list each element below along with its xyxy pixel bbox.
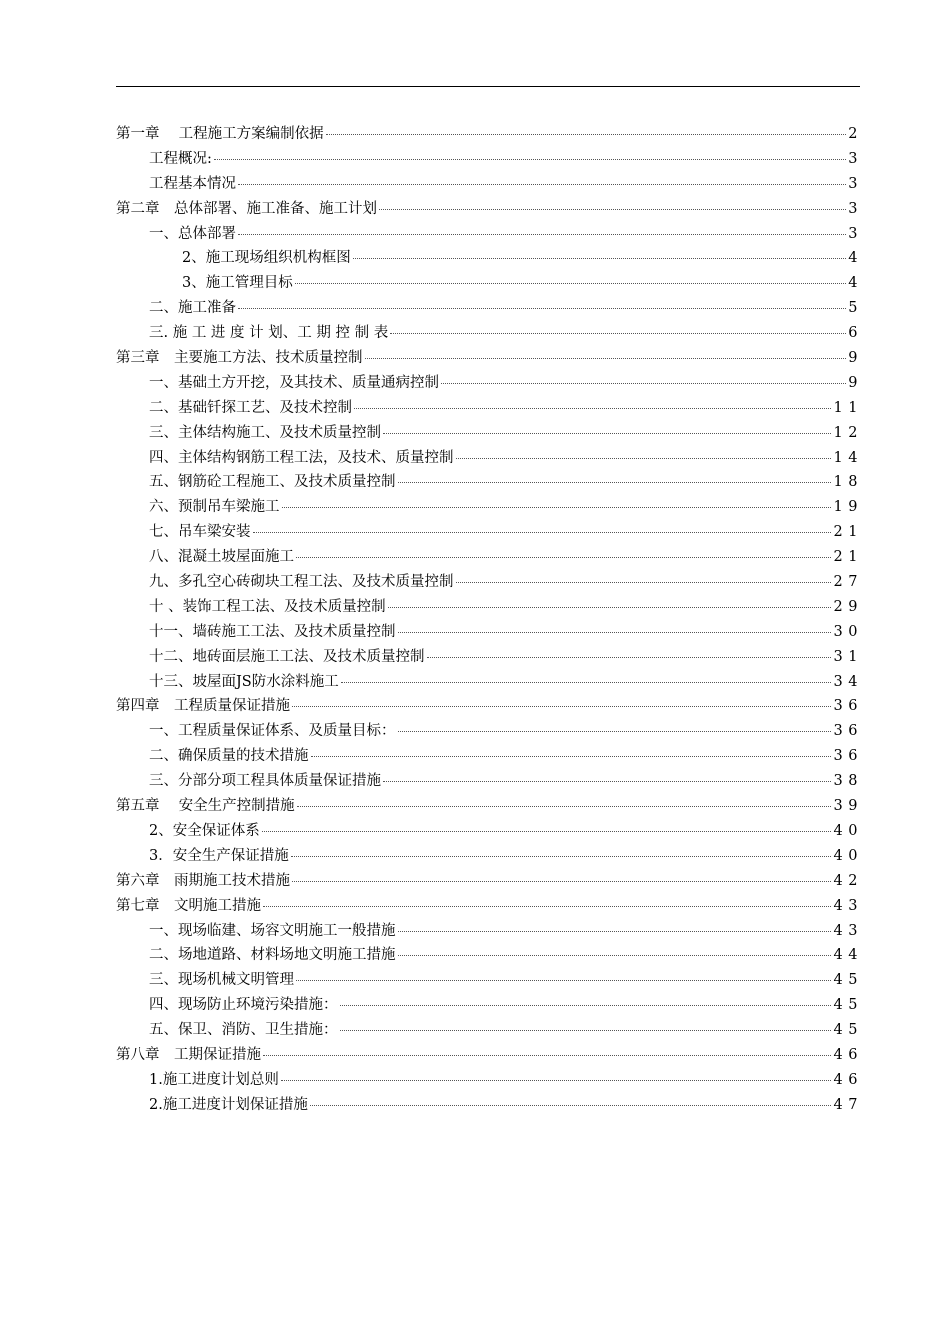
toc-entry-page-number: 5 <box>848 300 858 317</box>
toc-entry-label: 一、工程质量保证体系、及质量目标： <box>149 723 396 740</box>
toc-entry-page-number: 3 0 <box>833 623 858 640</box>
toc-entry-label: 3、施工管理目标 <box>182 275 293 292</box>
toc-entry-label: 工程基本情况 <box>149 175 236 192</box>
toc-entry[interactable] <box>116 421 858 446</box>
dot-leader <box>263 906 831 907</box>
dot-leader <box>398 482 832 483</box>
dot-leader <box>353 258 847 259</box>
toc-entry-page-number: 3 6 <box>833 723 858 740</box>
toc-entry-label: 二、基础钎探工艺、及技术控制 <box>149 399 352 416</box>
toc-entry[interactable] <box>116 993 858 1018</box>
toc-entry-page-number: 4 3 <box>833 897 858 914</box>
toc-entry-page-number: 3 <box>848 200 858 217</box>
toc-entry-page-number: 6 <box>848 325 858 342</box>
toc-entry-label: 六、预制吊车梁施工 <box>149 499 280 516</box>
dot-leader <box>427 657 832 658</box>
toc-entry[interactable] <box>116 1068 858 1093</box>
dot-leader <box>238 184 846 185</box>
toc-entry-page-number: 4 0 <box>833 847 858 864</box>
toc-entry-label: 二、确保质量的技术措施 <box>149 748 309 765</box>
dot-leader <box>365 358 847 359</box>
dot-leader <box>296 557 831 558</box>
toc-entry[interactable] <box>116 346 858 371</box>
toc-entry-page-number: 4 5 <box>833 1022 858 1039</box>
toc-entry-label: 一、总体部署 <box>149 225 236 242</box>
dot-leader <box>214 159 846 160</box>
toc-entry-page-number: 2 7 <box>833 574 858 591</box>
dot-leader <box>456 458 832 459</box>
toc-entry-page-number: 4 7 <box>833 1096 858 1113</box>
toc-entry-label: 八、混凝土坡屋面施工 <box>149 549 294 566</box>
dot-leader <box>388 607 832 608</box>
toc-entry-label: 第六章 雨期施工技术措施 <box>116 872 290 889</box>
dot-leader <box>263 1055 831 1056</box>
toc-entry-page-number: 1 9 <box>833 499 858 516</box>
toc-entry-page-number: 4 5 <box>833 997 858 1014</box>
toc-entry[interactable] <box>116 296 858 321</box>
toc-entry-label: 二、场地道路、材料场地文明施工措施 <box>149 947 396 964</box>
dot-leader <box>238 234 846 235</box>
toc-entry[interactable] <box>116 495 858 520</box>
toc-entry-page-number: 3 <box>848 150 858 167</box>
toc-entry-label: 第四章 工程质量保证措施 <box>116 698 290 715</box>
toc-entry-label: 2.施工进度计划保证措施 <box>149 1096 308 1113</box>
table-of-contents <box>116 122 858 1118</box>
toc-entry[interactable] <box>116 919 858 944</box>
dot-leader <box>296 980 831 981</box>
dot-leader <box>398 731 832 732</box>
dot-leader <box>238 308 846 309</box>
dot-leader <box>441 383 846 384</box>
toc-entry-label: 工程概况: <box>149 150 212 167</box>
toc-entry-page-number: 4 5 <box>833 972 858 989</box>
toc-entry-page-number: 2 1 <box>833 549 858 566</box>
toc-entry-label: 2、施工现场组织机构框图 <box>182 250 351 267</box>
toc-entry-label: 一、基础土方开挖，及其技术、质量通病控制 <box>149 374 439 391</box>
dot-leader <box>297 806 832 807</box>
toc-entry[interactable] <box>116 844 858 869</box>
toc-entry[interactable] <box>116 321 858 346</box>
toc-entry[interactable] <box>116 794 858 819</box>
dot-leader <box>281 1080 832 1081</box>
toc-entry[interactable] <box>116 1093 858 1118</box>
toc-entry-label: 十 、装饰工程工法、及技术质量控制 <box>149 598 386 615</box>
header-rule <box>116 86 860 87</box>
toc-entry-label: 第七章 文明施工措施 <box>116 897 261 914</box>
toc-entry-page-number: 9 <box>848 350 858 367</box>
toc-entry-label: 1.施工进度计划总则 <box>149 1071 279 1088</box>
dot-leader <box>340 1005 832 1006</box>
toc-entry[interactable] <box>116 371 858 396</box>
toc-entry-label: 三、主体结构施工、及技术质量控制 <box>149 424 381 441</box>
toc-entry-label: 三、现场机械文明管理 <box>149 972 294 989</box>
toc-entry-page-number: 1 8 <box>833 474 858 491</box>
dot-leader <box>341 682 832 683</box>
toc-entry[interactable] <box>116 819 858 844</box>
dot-leader <box>310 1105 832 1106</box>
dot-leader <box>292 881 831 882</box>
toc-entry-page-number: 4 6 <box>833 1071 858 1088</box>
dot-leader <box>291 856 832 857</box>
toc-entry[interactable] <box>116 670 858 695</box>
dot-leader <box>253 532 832 533</box>
toc-entry-page-number: 3 8 <box>833 773 858 790</box>
toc-entry-label: 第三章 主要施工方法、技术质量控制 <box>116 350 363 367</box>
toc-entry-page-number: 4 <box>848 275 858 292</box>
toc-entry-page-number: 2 1 <box>833 524 858 541</box>
toc-entry[interactable] <box>116 246 858 271</box>
toc-entry-page-number: 9 <box>848 374 858 391</box>
toc-entry-label: 五、钢筋砼工程施工、及技术质量控制 <box>149 474 396 491</box>
dot-leader <box>340 1030 832 1031</box>
toc-entry[interactable] <box>116 122 858 147</box>
toc-entry-label: 四、现场防止环境污染措施： <box>149 997 338 1014</box>
toc-entry-page-number: 4 4 <box>833 947 858 964</box>
toc-entry[interactable] <box>116 968 858 993</box>
dot-leader <box>354 408 831 409</box>
dot-leader <box>383 433 831 434</box>
dot-leader <box>383 781 831 782</box>
toc-entry[interactable] <box>116 620 858 645</box>
toc-entry[interactable] <box>116 172 858 197</box>
toc-entry-page-number: 3 1 <box>833 648 858 665</box>
toc-entry-page-number: 3 6 <box>833 748 858 765</box>
toc-entry[interactable] <box>116 222 858 247</box>
toc-entry[interactable] <box>116 545 858 570</box>
toc-entry-page-number: 3 6 <box>833 698 858 715</box>
toc-entry-label: 九、多孔空心砖砌块工程工法、及技术质量控制 <box>149 574 454 591</box>
toc-entry-page-number: 4 <box>848 250 858 267</box>
dot-leader <box>398 955 832 956</box>
toc-entry-page-number: 2 <box>848 126 858 142</box>
dot-leader <box>456 582 832 583</box>
toc-entry[interactable] <box>116 570 858 595</box>
toc-entry[interactable] <box>116 645 858 670</box>
toc-entry-label: 第八章 工期保证措施 <box>116 1046 261 1063</box>
toc-entry-label: 十一、墙砖施工工法、及技术质量控制 <box>149 623 396 640</box>
toc-entry[interactable] <box>116 197 858 222</box>
toc-entry-label: 二、施工准备 <box>149 300 236 317</box>
dot-leader <box>398 931 832 932</box>
toc-entry-label: 三、分部分项工程具体质量保证措施 <box>149 773 381 790</box>
toc-entry-label: 2、安全保证体系 <box>149 822 260 839</box>
toc-entry-label: 十三、坡屋面JS防水涂料施工 <box>149 673 339 690</box>
toc-entry-label: 第二章 总体部署、施工准备、施工计划 <box>116 200 377 217</box>
toc-entry[interactable] <box>116 1043 858 1068</box>
toc-entry[interactable] <box>116 1018 858 1043</box>
dot-leader <box>311 756 832 757</box>
toc-entry-label: 第一章 工程施工方案编制依据 <box>116 126 324 142</box>
toc-entry-label: 3．安全生产保证措施 <box>149 847 289 864</box>
toc-entry-page-number: 4 0 <box>833 822 858 839</box>
toc-entry[interactable] <box>116 271 858 296</box>
toc-entry[interactable] <box>116 147 858 172</box>
toc-entry[interactable] <box>116 943 858 968</box>
toc-entry[interactable] <box>116 470 858 495</box>
toc-entry-page-number: 1 4 <box>833 449 858 466</box>
toc-entry[interactable] <box>116 869 858 894</box>
toc-entry-label: 四、主体结构钢筋工程工法，及技术、质量控制 <box>149 449 454 466</box>
toc-entry[interactable] <box>116 396 858 421</box>
dot-leader <box>282 507 832 508</box>
dot-leader <box>379 209 846 210</box>
toc-entry-page-number: 3 9 <box>833 798 858 815</box>
toc-entry-label: 第五章 安全生产控制措施 <box>116 798 295 815</box>
toc-entry[interactable] <box>116 520 858 545</box>
toc-entry-page-number: 3 4 <box>833 673 858 690</box>
toc-entry[interactable] <box>116 694 858 719</box>
toc-entry[interactable] <box>116 446 858 471</box>
toc-entry[interactable] <box>116 595 858 620</box>
toc-entry-page-number: 4 3 <box>833 922 858 939</box>
dot-leader <box>398 632 832 633</box>
dot-leader <box>326 134 847 135</box>
dot-leader <box>292 706 831 707</box>
toc-entry[interactable] <box>116 769 858 794</box>
toc-entry-label: 一、现场临建、场容文明施工一般措施 <box>149 922 396 939</box>
toc-entry-page-number: 3 <box>848 175 858 192</box>
toc-entry-label: 五、保卫、消防、卫生措施： <box>149 1022 338 1039</box>
toc-entry-page-number: 1 2 <box>833 424 858 441</box>
dot-leader <box>262 831 832 832</box>
toc-entry-page-number: 4 6 <box>833 1046 858 1063</box>
dot-leader <box>390 333 846 334</box>
toc-entry-page-number: 1 1 <box>833 399 858 416</box>
toc-entry-label: 三. 施 工 进 度 计 划、工 期 控 制 表 <box>149 325 389 342</box>
dot-leader <box>295 283 847 284</box>
toc-entry[interactable] <box>116 719 858 744</box>
toc-entry-label: 七、吊车梁安装 <box>149 524 251 541</box>
toc-entry-page-number: 2 9 <box>833 598 858 615</box>
toc-entry[interactable] <box>116 894 858 919</box>
toc-entry-page-number: 3 <box>848 225 858 242</box>
toc-entry-page-number: 4 2 <box>833 872 858 889</box>
toc-entry-label: 十二、地砖面层施工工法、及技术质量控制 <box>149 648 425 665</box>
toc-entry[interactable] <box>116 744 858 769</box>
